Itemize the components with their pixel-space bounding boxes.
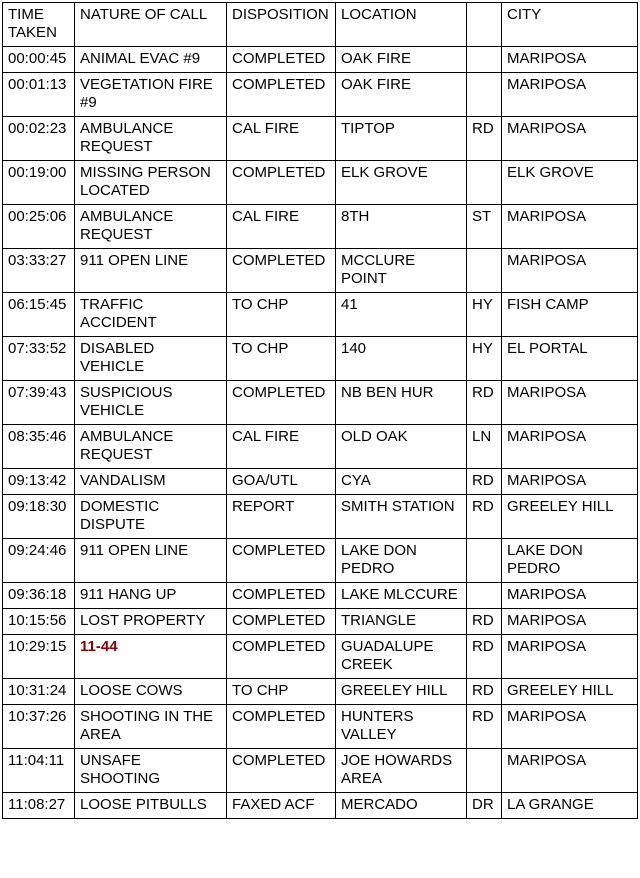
cell-disposition: COMPLETED [227,705,336,749]
cell-time-taken: 11:08:27 [3,793,75,819]
table-header [3,3,638,47]
cell-time-taken: 10:37:26 [3,705,75,749]
cell-city: MARIPOSA [502,249,638,293]
cell-nature-of-call: LOOSE PITBULLS [75,793,227,819]
cell-street-suffix: LN [467,425,502,469]
cell-city: GREELEY HILL [502,495,638,539]
cell-nature-of-call: ANIMAL EVAC #9 [75,47,227,73]
table-row [3,793,638,819]
cell-nature-of-call: DOMESTIC DISPUTE [75,495,227,539]
cell-city: MARIPOSA [502,381,638,425]
cell-street-suffix: DR [467,793,502,819]
cell-location: 140 [336,337,467,381]
cell-city: MARIPOSA [502,749,638,793]
cell-street-suffix [467,161,502,205]
cell-nature-of-call: LOST PROPERTY [75,609,227,635]
cell-disposition: COMPLETED [227,539,336,583]
cell-city: MARIPOSA [502,47,638,73]
cell-location: MERCADO [336,793,467,819]
table-row [3,425,638,469]
cell-time-taken: 03:33:27 [3,249,75,293]
table-row [3,635,638,679]
cell-city: MARIPOSA [502,705,638,749]
cell-nature-of-call: 911 OPEN LINE [75,539,227,583]
cell-city: MARIPOSA [502,425,638,469]
cell-street-suffix [467,47,502,73]
cell-time-taken: 10:15:56 [3,609,75,635]
cell-disposition: TO CHP [227,337,336,381]
table-row [3,495,638,539]
cell-disposition: FAXED ACF [227,793,336,819]
cell-nature-of-call: SUSPICIOUS VEHICLE [75,381,227,425]
cell-time-taken: 00:00:45 [3,47,75,73]
cell-location: 41 [336,293,467,337]
table-row [3,381,638,425]
cell-city: MARIPOSA [502,583,638,609]
cell-city: MARIPOSA [502,73,638,117]
cell-location: MCCLURE POINT [336,249,467,293]
table-row [3,161,638,205]
cell-nature-of-call: UNSAFE SHOOTING [75,749,227,793]
cell-time-taken: 10:31:24 [3,679,75,705]
cell-city: FISH CAMP [502,293,638,337]
cell-nature-of-call: 911 OPEN LINE [75,249,227,293]
cell-location: LAKE MLCCURE [336,583,467,609]
cell-disposition: COMPLETED [227,73,336,117]
cell-time-taken: 09:18:30 [3,495,75,539]
cell-time-taken: 09:13:42 [3,469,75,495]
cell-city: MARIPOSA [502,469,638,495]
cell-nature-of-call: AMBULANCE REQUEST [75,117,227,161]
cell-city: GREELEY HILL [502,679,638,705]
cell-street-suffix [467,583,502,609]
cell-street-suffix: RD [467,635,502,679]
cell-city: MARIPOSA [502,609,638,635]
cell-street-suffix: RD [467,117,502,161]
cell-time-taken: 08:35:46 [3,425,75,469]
table-row [3,583,638,609]
table-row [3,337,638,381]
table-row [3,73,638,117]
call-log-table [2,2,638,819]
cell-disposition: COMPLETED [227,609,336,635]
cell-city: LA GRANGE [502,793,638,819]
table-row [3,249,638,293]
cell-disposition: COMPLETED [227,583,336,609]
cell-disposition: TO CHP [227,293,336,337]
cell-location: OLD OAK [336,425,467,469]
cell-location: TRIANGLE [336,609,467,635]
cell-location: GREELEY HILL [336,679,467,705]
cell-disposition: COMPLETED [227,47,336,73]
header-time-taken: TIME TAKEN [3,3,75,47]
cell-street-suffix: RD [467,609,502,635]
table-row [3,469,638,495]
table-row [3,293,638,337]
cell-location: CYA [336,469,467,495]
table-body [3,47,638,819]
cell-street-suffix [467,749,502,793]
cell-nature-of-call: MISSING PERSON LOCATED [75,161,227,205]
cell-disposition: CAL FIRE [227,117,336,161]
header-disposition: DISPOSITION [227,3,336,47]
cell-city: LAKE DON PEDRO [502,539,638,583]
cell-location: HUNTERS VALLEY [336,705,467,749]
cell-time-taken: 09:36:18 [3,583,75,609]
table-row [3,749,638,793]
cell-city: MARIPOSA [502,635,638,679]
cell-nature-of-call: AMBULANCE REQUEST [75,205,227,249]
cell-time-taken: 00:02:23 [3,117,75,161]
cell-time-taken: 10:29:15 [3,635,75,679]
cell-location: TIPTOP [336,117,467,161]
cell-time-taken: 11:04:11 [3,749,75,793]
cell-disposition: GOA/UTL [227,469,336,495]
cell-street-suffix: HY [467,337,502,381]
cell-location: GUADALUPE CREEK [336,635,467,679]
table-row [3,705,638,749]
cell-city: MARIPOSA [502,205,638,249]
table-row [3,205,638,249]
cell-location: 8TH [336,205,467,249]
cell-disposition: COMPLETED [227,381,336,425]
cell-street-suffix: RD [467,381,502,425]
cell-time-taken: 00:01:13 [3,73,75,117]
cell-disposition: COMPLETED [227,635,336,679]
cell-nature-of-call: AMBULANCE REQUEST [75,425,227,469]
cell-city: ELK GROVE [502,161,638,205]
cell-time-taken: 00:25:06 [3,205,75,249]
cell-street-suffix: RD [467,469,502,495]
cell-location: OAK FIRE [336,73,467,117]
cell-location: JOE HOWARDS AREA [336,749,467,793]
cell-disposition: COMPLETED [227,161,336,205]
cell-disposition: COMPLETED [227,749,336,793]
cell-street-suffix: HY [467,293,502,337]
cell-time-taken: 09:24:46 [3,539,75,583]
cell-disposition: CAL FIRE [227,205,336,249]
cell-street-suffix: RD [467,679,502,705]
cell-location: OAK FIRE [336,47,467,73]
cell-nature-of-call: LOOSE COWS [75,679,227,705]
cell-location: LAKE DON PEDRO [336,539,467,583]
cell-street-suffix: ST [467,205,502,249]
cell-disposition: COMPLETED [227,249,336,293]
cell-street-suffix [467,539,502,583]
cell-nature-of-call: 11-44 [75,635,227,679]
header-row [3,3,638,47]
header-location: LOCATION [336,3,467,47]
cell-disposition: CAL FIRE [227,425,336,469]
cell-nature-of-call: VEGETATION FIRE #9 [75,73,227,117]
table-row [3,47,638,73]
cell-street-suffix [467,249,502,293]
cell-nature-of-call: SHOOTING IN THE AREA [75,705,227,749]
cell-disposition: REPORT [227,495,336,539]
cell-location: ELK GROVE [336,161,467,205]
cell-time-taken: 00:19:00 [3,161,75,205]
cell-city: MARIPOSA [502,117,638,161]
table-row [3,117,638,161]
cell-nature-of-call: TRAFFIC ACCIDENT [75,293,227,337]
cell-disposition: TO CHP [227,679,336,705]
table-row [3,679,638,705]
cell-nature-of-call: DISABLED VEHICLE [75,337,227,381]
header-city: CITY [502,3,638,47]
cell-street-suffix [467,73,502,117]
cell-location: SMITH STATION [336,495,467,539]
cell-location: NB BEN HUR [336,381,467,425]
cell-time-taken: 06:15:45 [3,293,75,337]
cell-nature-of-call: 911 HANG UP [75,583,227,609]
cell-city: EL PORTAL [502,337,638,381]
table-row [3,539,638,583]
header-street-suffix [467,3,502,47]
header-nature-of-call: NATURE OF CALL [75,3,227,47]
cell-street-suffix: RD [467,705,502,749]
cell-time-taken: 07:39:43 [3,381,75,425]
cell-time-taken: 07:33:52 [3,337,75,381]
table-row [3,609,638,635]
cell-street-suffix: RD [467,495,502,539]
cell-nature-of-call: VANDALISM [75,469,227,495]
